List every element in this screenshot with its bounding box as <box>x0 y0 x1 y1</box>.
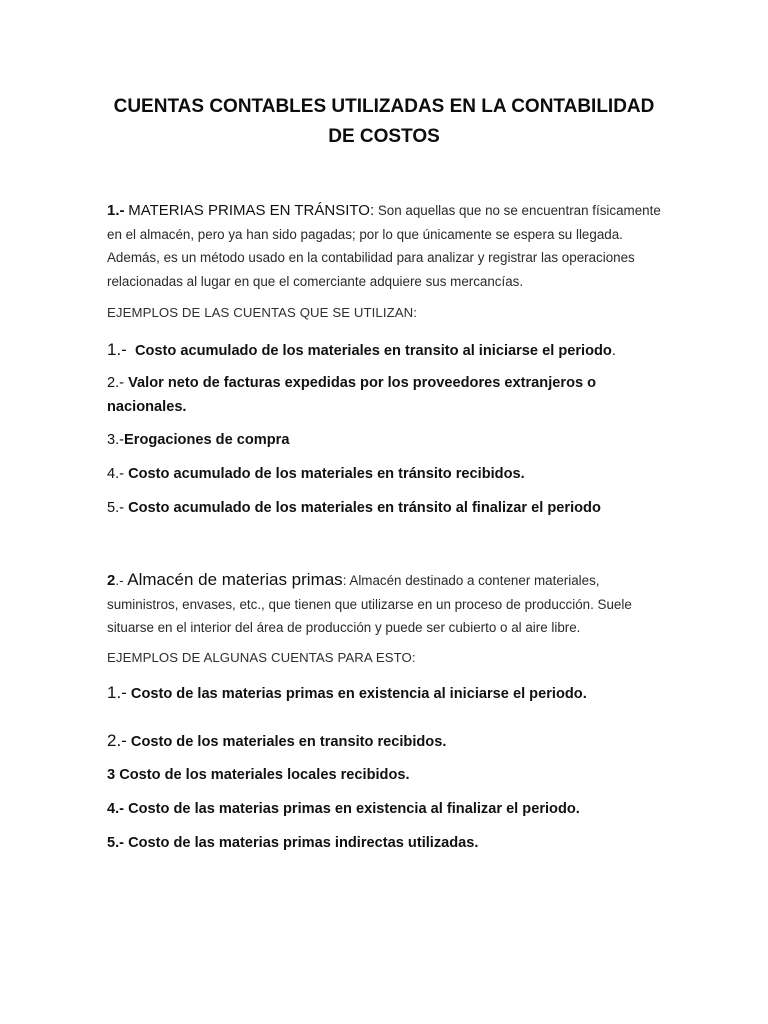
item-text: Costo acumulado de los materiales en tránsito recibidos. <box>128 466 525 482</box>
section-2-item-3 <box>107 763 667 787</box>
section-2-item-1 <box>107 681 667 706</box>
section-2-number-suffix: .- <box>115 573 124 588</box>
item-text: Costo de las materias primas en existencia al iniciarse el periodo. <box>130 686 587 702</box>
title-line-1: CUENTAS CONTABLES UTILIZADAS EN LA CONTABILIDAD <box>113 96 655 117</box>
item-text: Costo de las materias primas en existencia al finalizar el periodo. <box>128 801 580 817</box>
section-1-number: 1.- <box>107 202 125 219</box>
item-text: Valor neto de facturas expedidas por los proveedores extranjeros o nacionales. <box>107 375 597 415</box>
section-2-intro-rest: suministros, envases, etc., que tienen que utilizarse en un proceso de producción. Suele situarse en el interior del área de producción y puede ser cubierto o al aire libre. <box>107 596 632 635</box>
section-1-intro-rest: físicamente en el almacén, pero ya han sido pagadas; por lo que únicamente se espera su llegada. Además, es un método usado en la contabilidad para analizar y registrar las operaciones relacionadas al lugar en que el comerciante adquiere sus mercancías. <box>107 203 661 289</box>
section-1-examples-heading: EJEMPLOS DE LAS CUENTAS QUE SE UTILIZAN: <box>107 305 418 320</box>
item-number: 5.- <box>107 500 125 516</box>
item-number: 5.- <box>107 835 125 851</box>
item-number: 4.- <box>107 801 125 817</box>
section-2-heading: Almacén de materias primas <box>127 570 343 589</box>
section-1-item-5 <box>107 496 667 520</box>
section-1-intro-first: Son aquellas que no se encuentran <box>377 203 589 218</box>
item-number: 1.- <box>107 683 127 702</box>
section-2-examples-heading: EJEMPLOS DE ALGUNAS CUENTAS PARA ESTO: <box>107 650 416 665</box>
item-text: Erogaciones de compra <box>124 432 290 448</box>
item-number: 2.- <box>107 375 125 391</box>
item-text: Costo de los materiales en transito recibidos. <box>130 734 447 750</box>
item-text: Costo de las materias primas indirectas utilizadas. <box>128 835 479 851</box>
section-1-item-1 <box>107 338 667 363</box>
section-1-item-3 <box>107 428 667 452</box>
section-1-heading: MATERIAS PRIMAS EN TRÁNSITO: <box>128 202 375 219</box>
section-2-number: 2 <box>107 572 116 589</box>
item-number: 4.- <box>107 466 125 482</box>
section-1-intro <box>107 199 663 293</box>
item-number: 2.- <box>107 731 127 750</box>
item-text: Costo acumulado de los materiales en transito al iniciarse el periodo <box>134 343 612 359</box>
item-suffix: . <box>611 343 616 359</box>
section-1-item-4 <box>107 462 667 486</box>
item-number: 3 <box>107 767 116 783</box>
item-text: Costo acumulado de los materiales en tránsito al finalizar el periodo <box>128 500 601 516</box>
section-2-intro-first: : Almacén destinado a contener materiales, <box>342 573 600 588</box>
section-2-intro <box>107 568 663 640</box>
item-text: Costo de los materiales locales recibidos. <box>119 767 410 783</box>
item-number: 1.- <box>107 340 127 359</box>
section-1-item-2 <box>107 371 667 419</box>
section-2-item-2 <box>107 729 667 754</box>
section-2-item-4 <box>107 797 667 821</box>
section-2-item-5 <box>107 831 667 855</box>
item-number: 3.- <box>107 432 125 448</box>
page-title <box>60 92 708 152</box>
title-line-2: DE COSTOS <box>328 126 440 147</box>
